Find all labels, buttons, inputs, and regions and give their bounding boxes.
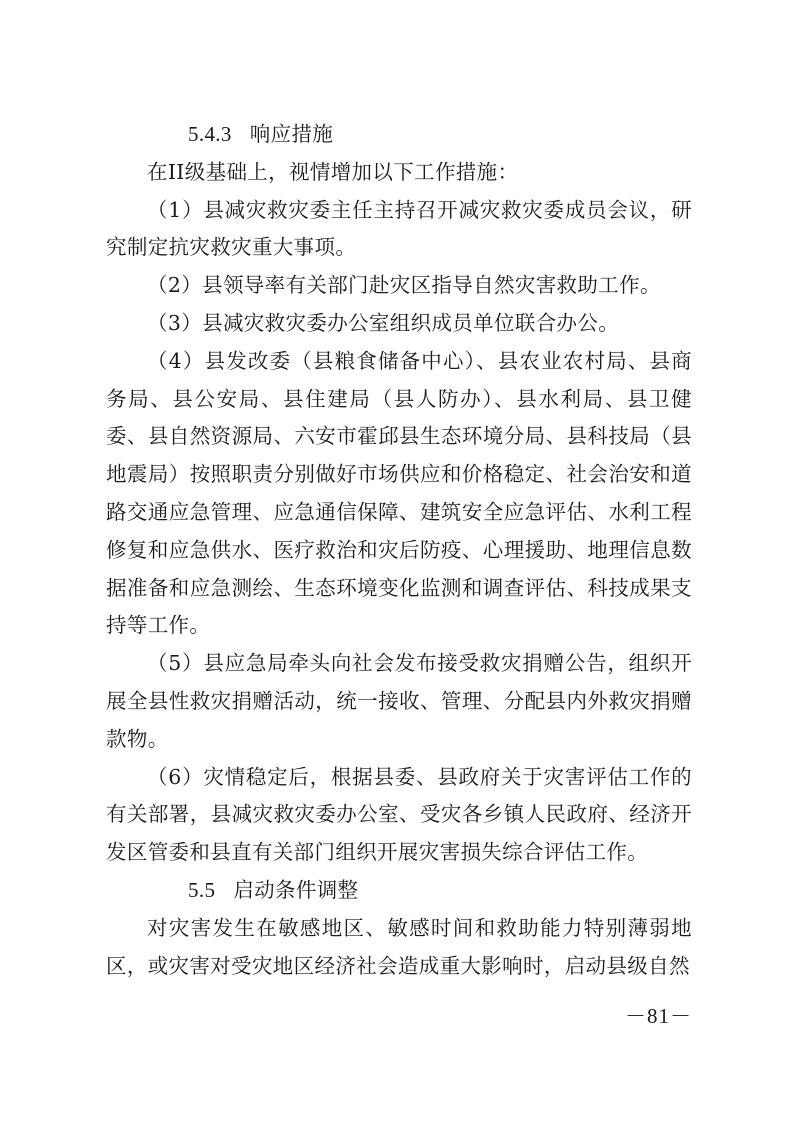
section-number: 5.4.3 bbox=[188, 122, 232, 146]
section-heading-5-4-3 bbox=[106, 116, 692, 154]
section-title: 响应措施 bbox=[249, 122, 334, 146]
item-paragraph-5: （5）县应急局牵头向社会发布接受救灾捐赠公告，组织开展全县性救灾捐赠活动，统一接收、管理、分配县内外救灾捐赠款物。 bbox=[106, 651, 692, 751]
item-paragraph-3: （3）县减灾救灾委办公室组织成员单位联合办公。 bbox=[147, 310, 620, 335]
item-paragraph-4: （4）县发改委（县粮食储备中心）、县农业农村局、县商务局、县公安局、县住建局（县人防办）、县水利局、县卫健委、县自然资源局、六安市霍邱县生态环境分局、县科技局（县地震局）按照职责分别做好市场供应和价格稳定、社会治安和道路交通应急管理、应急通信保障、建筑安全应急评估、水利工程修复和应急供水、医疗救治和灾后防疫、心理援助、地理信息数据准备和应急测绘、生态环境变化监测和调查评估、科技成果支持等工作。 bbox=[106, 348, 692, 638]
document-body bbox=[106, 116, 692, 985]
item-paragraph-6: （6）灾情稳定后，根据县委、县政府关于灾害评估工作的有关部署，县减灾救灾委办公室、受灾各乡镇人民政府、经济开发区管委和县直有关部门组织开展灾害损失综合评估工作。 bbox=[106, 764, 692, 865]
intro-paragraph: 在II级基础上，视情增加以下工作措施： bbox=[147, 159, 519, 184]
section-title: 启动条件调整 bbox=[233, 877, 359, 902]
section-5-5-paragraph: 对灾害发生在敏感地区、敏感时间和救助能力特别薄弱地区，或灾害对受灾地区经济社会造成重大影响时，启动县级自然 bbox=[106, 915, 692, 978]
page-number: －81－ bbox=[625, 1004, 692, 1028]
item-paragraph-1: （1）县减灾救灾委主任主持召开减灾救灾委成员会议，研究制定抗灾救灾重大事项。 bbox=[106, 197, 692, 260]
item-paragraph-2: （2）县领导率有关部门赴灾区指导自然灾害救助工作。 bbox=[147, 273, 661, 298]
section-number: 5.5 bbox=[188, 877, 216, 902]
section-heading-5-5 bbox=[106, 872, 692, 910]
